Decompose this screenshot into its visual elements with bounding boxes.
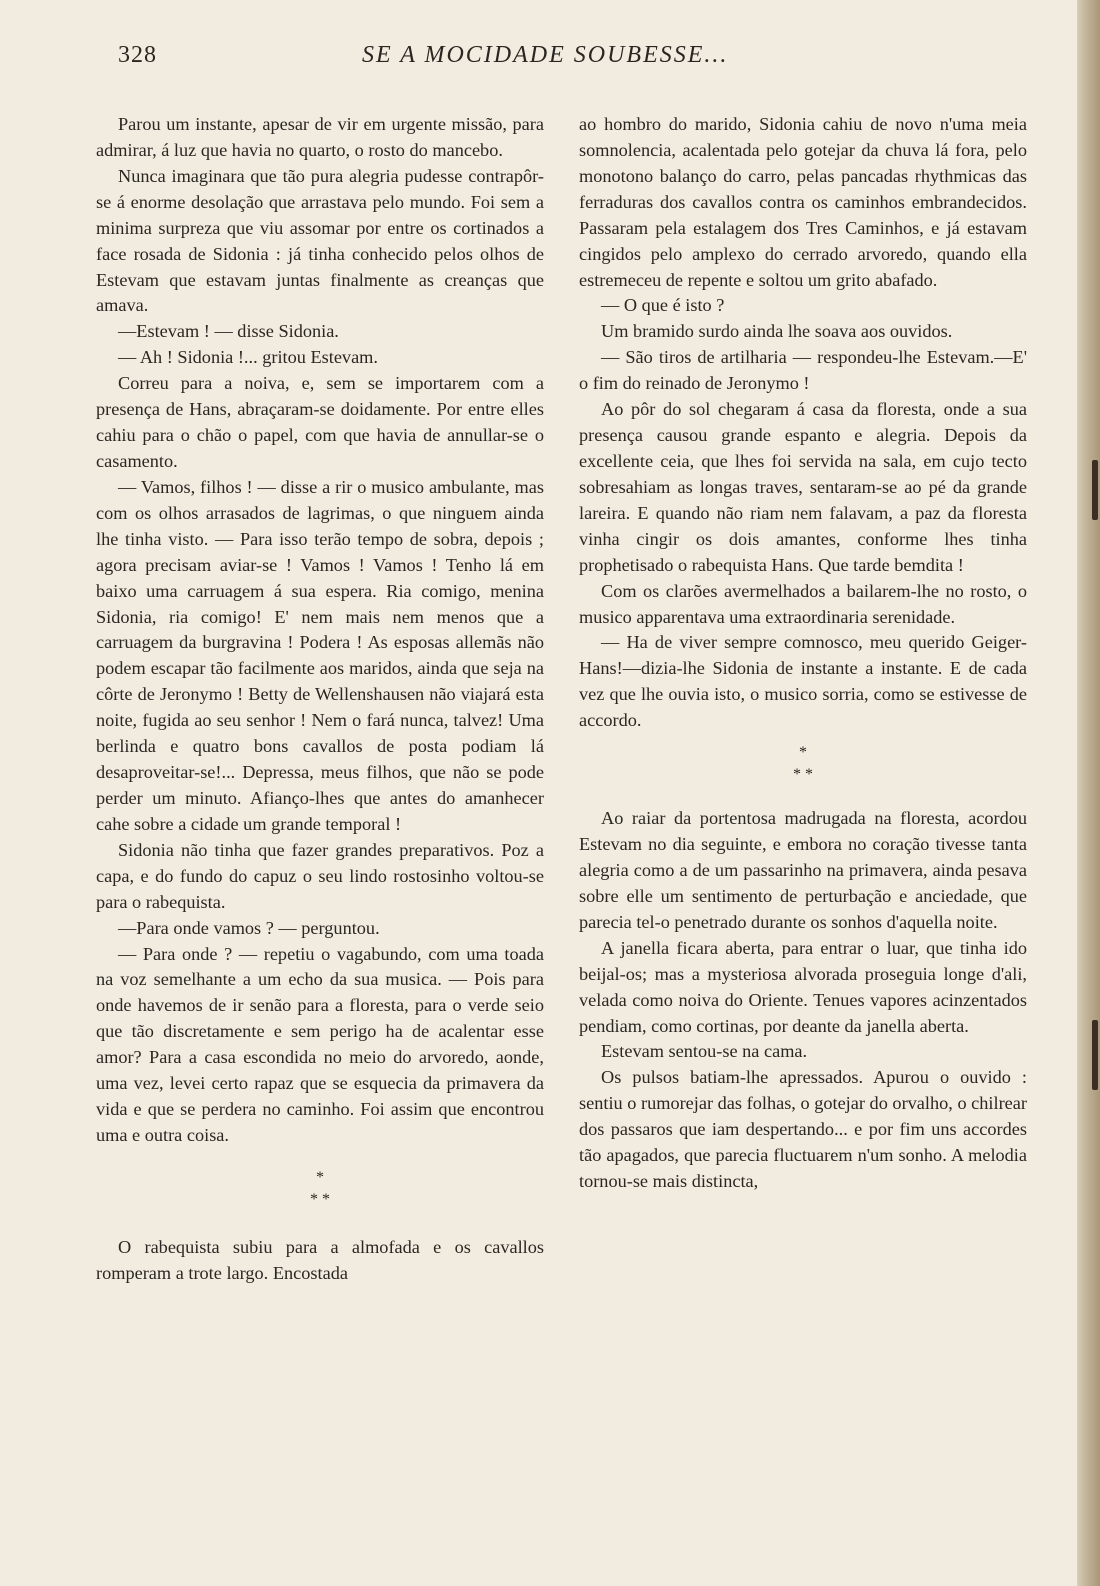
asterism-bottom: * * bbox=[310, 1190, 330, 1208]
paragraph: — Vamos, filhos ! — disse a rir o musico ambulante, mas com os olhos arrasados de lagrimas, o que ninguem ainda lhe tinha visto. — Para isso terão tempo de sobra, depois ; agora precisam aviar-se ! Vamos ! Vamos ! Tenho lá em baixo uma carruagem á sua espera. Ria comigo, menina Sidonia, ria comigo! E' nem mais nem menos que a carruagem da burgravina ! Podera ! As esposas allemãs não podem escapar tão facilmente aos maridos, ainda que seja na côrte de Jeronymo ! Betty de Wellenshausen não viajará esta noite, fugida ao seu senhor ! Nem o fará nunca, talvez! Uma berlinda e quatro bons cavallos de posta podiam lá desaproveitar-se!... Depressa, meus filhos, que não se pode perder um minuto. Afianço-lhes que antes do amanhecer cahe sobre a cidade um grande temporal ! bbox=[96, 476, 544, 834]
section-break-asterism bbox=[96, 1167, 544, 1211]
section-break-asterism bbox=[579, 742, 1027, 786]
paragraph: Estevam sentou-se na cama. bbox=[601, 1041, 808, 1062]
paragraph: Ao raiar da portentosa madrugada na floresta, acordou Estevam no dia seguinte, e embora no coração tivesse tanta alegria como a de um passarinho na primavera, ainda pesava sobre elle um sentimento de perturbação e anciedade, que parecia tel-o penetrado durante os sonhos d'aquella noite. bbox=[579, 808, 1027, 932]
paragraph: Correu para a noiva, e, sem se importarem com a presença de Hans, abraçaram-se doidamente. Por entre elles cahiu para o chão o papel, com que havia de annullar-se o casamento. bbox=[96, 373, 544, 471]
page-number: 328 bbox=[118, 42, 157, 68]
spine-mark bbox=[1092, 1020, 1098, 1090]
paragraph: —Estevam ! — disse Sidonia. bbox=[118, 321, 339, 342]
left-column bbox=[96, 112, 544, 1287]
paragraph: — São tiros de artilharia — respondeu-lhe Estevam.—E' o fim do reinado de Jeronymo ! bbox=[579, 347, 1027, 394]
paragraph: ao hombro do marido, Sidonia cahiu de novo n'uma meia somnolencia, acalentada pelo gotejar da chuva lá fora, pelo monotono balanço do carro, pelas pancadas rhythmicas das ferraduras dos cavallos contra os caminhos embrandecidos. Passaram pela estalagem dos Tres Caminhos, e já estavam cingidos pelo amplexo do cerrado arvoredo, quando ella estremeceu de repente e soltou um grito abafado. bbox=[579, 114, 1027, 290]
running-title: SE A MOCIDADE SOUBESSE... bbox=[362, 42, 729, 68]
paragraph: Os pulsos batiam-lhe apressados. Apurou o ouvido : sentiu o rumorejar das folhas, o gotejar do orvalho, o chilrear dos passaros que iam despertando... e por fim uns accordes tão apagados, que parecia fluctuarem n'um sonho. A melodia tornou-se mais distincta, bbox=[579, 1067, 1027, 1192]
asterism-bottom: * * bbox=[793, 766, 813, 784]
right-column bbox=[579, 112, 1027, 1195]
paragraph: Um bramido surdo ainda lhe soava aos ouvidos. bbox=[601, 321, 953, 342]
paragraph: Com os clarões avermelhados a bailarem-lhe no rosto, o musico apparentava uma extraordinaria serenidade. bbox=[579, 580, 1027, 627]
asterism-top: * bbox=[316, 1168, 324, 1186]
paragraph: A janella ficara aberta, para entrar o luar, que tinha ido beijal-os; mas a mysteriosa alvorada proseguia longe d'ali, velada como noiva do Oriente. Tenues vapores acinzentados pendiam, como cortinas, por deante da janella aberta. bbox=[579, 937, 1027, 1036]
page-header bbox=[0, 42, 1077, 82]
asterism-top: * bbox=[799, 744, 807, 762]
paragraph: Parou um instante, apesar de vir em urgente missão, para admirar, á luz que havia no quarto, o rosto do mancebo. bbox=[96, 114, 544, 160]
paragraph: — Ha de viver sempre comnosco, meu querido Geiger-Hans!—dizia-lhe Sidonia de instante a instante. E de cada vez que lhe ouvia isto, o musico sorria, como se estivesse de accordo. bbox=[579, 632, 1027, 731]
paragraph: Nunca imaginara que tão pura alegria pudesse contrapôr-se á enorme desolação que arrastava pelo mundo. Foi sem a minima surpreza que viu assomar por entre os cortinados a face rosada de Sidonia : já tinha conhecido pelos olhos de Estevam que estavam juntas finalmente as creanças que amava. bbox=[96, 165, 544, 316]
paragraph: — Para onde ? — repetiu o vagabundo, com uma toada na voz semelhante a um echo da sua musica. — Pois para onde havemos de ir senão para a floresta, para o verde seio que tão discretamente e sem perigo ha de acalentar esse amor? Para a casa escondida no meio do arvoredo, aonde, uma vez, levei certo rapaz que se esquecia da primavera da vida e que se perdera no caminho. Foi assim que encontrou uma e outra coisa. bbox=[96, 943, 544, 1145]
paragraph: O rabequista subiu para a almofada e os cavallos romperam a trote largo. Encostada bbox=[96, 1236, 544, 1283]
book-spine-edge bbox=[1077, 0, 1100, 1586]
paragraph: — O que é isto ? bbox=[601, 295, 725, 316]
paragraph: Sidonia não tinha que fazer grandes preparativos. Poz a capa, e do fundo do capuz o seu lindo rostosinho voltou-se para o rabequista. bbox=[96, 839, 544, 912]
spine-mark bbox=[1092, 460, 1098, 520]
paragraph: —Para onde vamos ? — perguntou. bbox=[118, 917, 380, 938]
paragraph: Ao pôr do sol chegaram á casa da floresta, onde a sua presença causou grande espanto e alegria. Depois da excellente ceia, que lhes foi servida na sala, em cujo tecto sobresahiam as longas traves, sentaram-se ao pé da grande lareira. E quando não riam nem falavam, a paz da floresta vinha cingir os dois amantes, conforme lhes tinha prophetisado o rabequista Hans. Que tarde bemdita ! bbox=[579, 399, 1027, 575]
paragraph: — Ah ! Sidonia !... gritou Estevam. bbox=[118, 347, 378, 368]
